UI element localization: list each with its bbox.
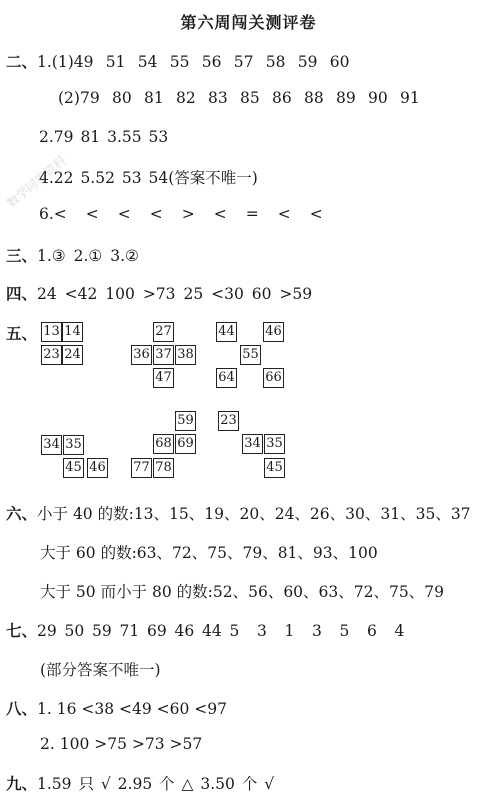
sec6-line3: 大于 50 而小于 80 的数:52、56、60、63、72、75、79 bbox=[40, 583, 444, 601]
grid-cell: 14 bbox=[62, 322, 83, 342]
grid-cell: 45 bbox=[264, 458, 285, 478]
sec6-line1: 小于 40 的数:13、15、19、20、24、26、30、31、35、37 bbox=[37, 505, 471, 523]
sec5-label: 五、 bbox=[6, 325, 38, 343]
number-item: 86 bbox=[271, 89, 292, 107]
sec2-q1b-numbers bbox=[80, 89, 432, 107]
page-title: 第六周闯关测评卷 bbox=[180, 13, 317, 32]
number-item: 1 bbox=[284, 622, 295, 640]
grid-cell: 13 bbox=[41, 322, 62, 342]
grid-cell: 35 bbox=[264, 434, 285, 454]
grid-cell: 44 bbox=[216, 322, 237, 342]
grid-cell: 23 bbox=[41, 345, 62, 365]
grid-cell: 78 bbox=[153, 458, 174, 478]
grid-cell: 66 bbox=[263, 368, 284, 388]
number-item: 88 bbox=[303, 89, 324, 107]
number-item: 50 bbox=[64, 622, 85, 640]
number-item: 57 bbox=[233, 53, 254, 71]
number-item: 5 bbox=[229, 622, 240, 640]
grid-cell: 34 bbox=[41, 435, 62, 455]
grid-cell: 59 bbox=[175, 411, 196, 431]
grid-cell: 47 bbox=[153, 368, 174, 388]
number-item: 5 bbox=[339, 622, 350, 640]
sec9-text: 1.59 只 √ 2.95 个 △ 3.50 个 √ bbox=[37, 775, 275, 793]
sec2-q2: 2.79 81 3.55 53 bbox=[39, 128, 169, 146]
grid-cell: 23 bbox=[218, 411, 239, 431]
grid-cell: 45 bbox=[63, 458, 84, 478]
sec2-q4: 4.22 5.52 53 54(答案不唯一) bbox=[39, 169, 258, 187]
sec7-note: (部分答案不唯一) bbox=[40, 661, 161, 679]
grid-cell: 55 bbox=[240, 345, 261, 365]
comparison-symbol: < bbox=[149, 205, 163, 223]
sec9-row bbox=[6, 772, 274, 794]
number-item: 59 bbox=[297, 53, 318, 71]
comparison-symbol: = bbox=[245, 205, 259, 223]
comparison-symbol: < bbox=[277, 205, 291, 223]
number-item: 80 bbox=[111, 89, 132, 107]
sec8-line1: 1. 16 <38 <49 <60 <97 bbox=[37, 700, 228, 718]
sec8-row bbox=[6, 697, 227, 719]
sec3 bbox=[6, 244, 139, 266]
grid-cell: 68 bbox=[153, 434, 174, 454]
sec4-label: 四、 bbox=[6, 285, 38, 303]
number-item: 91 bbox=[399, 89, 420, 107]
grid-cell: 35 bbox=[63, 435, 84, 455]
watermark: 数学同步资料 bbox=[4, 153, 69, 211]
number-item: 6 bbox=[367, 622, 377, 640]
grid-cell: 64 bbox=[216, 368, 237, 388]
comparison-symbol: < bbox=[85, 205, 99, 223]
number-item: 82 bbox=[175, 89, 196, 107]
sec6-l1 bbox=[6, 502, 471, 524]
sec8-label: 八、 bbox=[6, 700, 38, 718]
grid-cell: 34 bbox=[242, 434, 263, 454]
number-item: 49 bbox=[73, 53, 94, 71]
comparison-symbol: < bbox=[53, 205, 67, 223]
sec7-numbers bbox=[37, 622, 422, 640]
grid-cell: 24 bbox=[62, 345, 83, 365]
grid-cell: 27 bbox=[153, 322, 174, 342]
sec6-line2: 大于 60 的数:63、72、75、79、81、93、100 bbox=[40, 544, 378, 562]
number-item: 51 bbox=[105, 53, 126, 71]
comparison-symbol: < bbox=[309, 205, 323, 223]
number-item: 3 bbox=[312, 622, 322, 640]
sec4 bbox=[6, 282, 312, 304]
number-item: 54 bbox=[137, 53, 158, 71]
number-item: 69 bbox=[147, 622, 167, 640]
sec6-label: 六、 bbox=[6, 505, 38, 523]
sec9-label: 九、 bbox=[6, 775, 38, 793]
sec4-text: 24 <42 100 >73 25 <30 60 >59 bbox=[37, 285, 313, 303]
grid-cell: 77 bbox=[131, 458, 152, 478]
sec2-q1a-numbers bbox=[74, 53, 362, 71]
number-item: 85 bbox=[239, 89, 260, 107]
sec3-text: 1.③ 2.① 3.② bbox=[37, 247, 139, 265]
number-item: 56 bbox=[201, 53, 222, 71]
sec7-row bbox=[6, 619, 422, 641]
number-item: 79 bbox=[79, 89, 100, 107]
number-item: 83 bbox=[207, 89, 228, 107]
number-item: 55 bbox=[169, 53, 190, 71]
sec8-line2: 2. 100 >75 >73 >57 bbox=[40, 735, 203, 753]
number-item: 4 bbox=[394, 622, 405, 640]
number-item: 44 bbox=[202, 622, 222, 640]
number-item: 89 bbox=[335, 89, 356, 107]
sec5-label-row bbox=[6, 322, 37, 344]
number-item: 90 bbox=[367, 89, 388, 107]
grid-cell: 38 bbox=[175, 345, 196, 365]
number-item: 71 bbox=[119, 622, 140, 640]
grid-cell: 36 bbox=[131, 345, 152, 365]
grid-cell: 46 bbox=[87, 458, 108, 478]
number-item: 81 bbox=[143, 89, 164, 107]
sec3-label: 三、 bbox=[6, 247, 38, 265]
comparison-symbol: < bbox=[117, 205, 131, 223]
comparison-symbol: > bbox=[181, 205, 195, 223]
number-item: 59 bbox=[92, 622, 112, 640]
sec7-label: 七、 bbox=[6, 622, 38, 640]
number-item: 29 bbox=[37, 622, 57, 640]
number-item: 46 bbox=[174, 622, 195, 640]
sec2-q6-symbols bbox=[54, 205, 342, 223]
sec2-label: 二、 bbox=[6, 53, 38, 71]
number-item: 3 bbox=[257, 622, 267, 640]
sec2-q1a-prefix: 1.(1) bbox=[37, 53, 74, 71]
sec2-q6 bbox=[39, 205, 342, 223]
number-item: 60 bbox=[329, 53, 350, 71]
sec2-q1a bbox=[6, 50, 362, 72]
number-item: 58 bbox=[265, 53, 286, 71]
sec2-q1b-prefix: (2) bbox=[58, 89, 80, 107]
grid-cell: 46 bbox=[263, 322, 284, 342]
comparison-symbol: < bbox=[213, 205, 227, 223]
sec2-q6-prefix: 6. bbox=[39, 205, 54, 223]
grid-cell: 69 bbox=[175, 434, 196, 454]
grid-cell: 37 bbox=[153, 345, 174, 365]
sec2-q1b bbox=[58, 89, 432, 107]
